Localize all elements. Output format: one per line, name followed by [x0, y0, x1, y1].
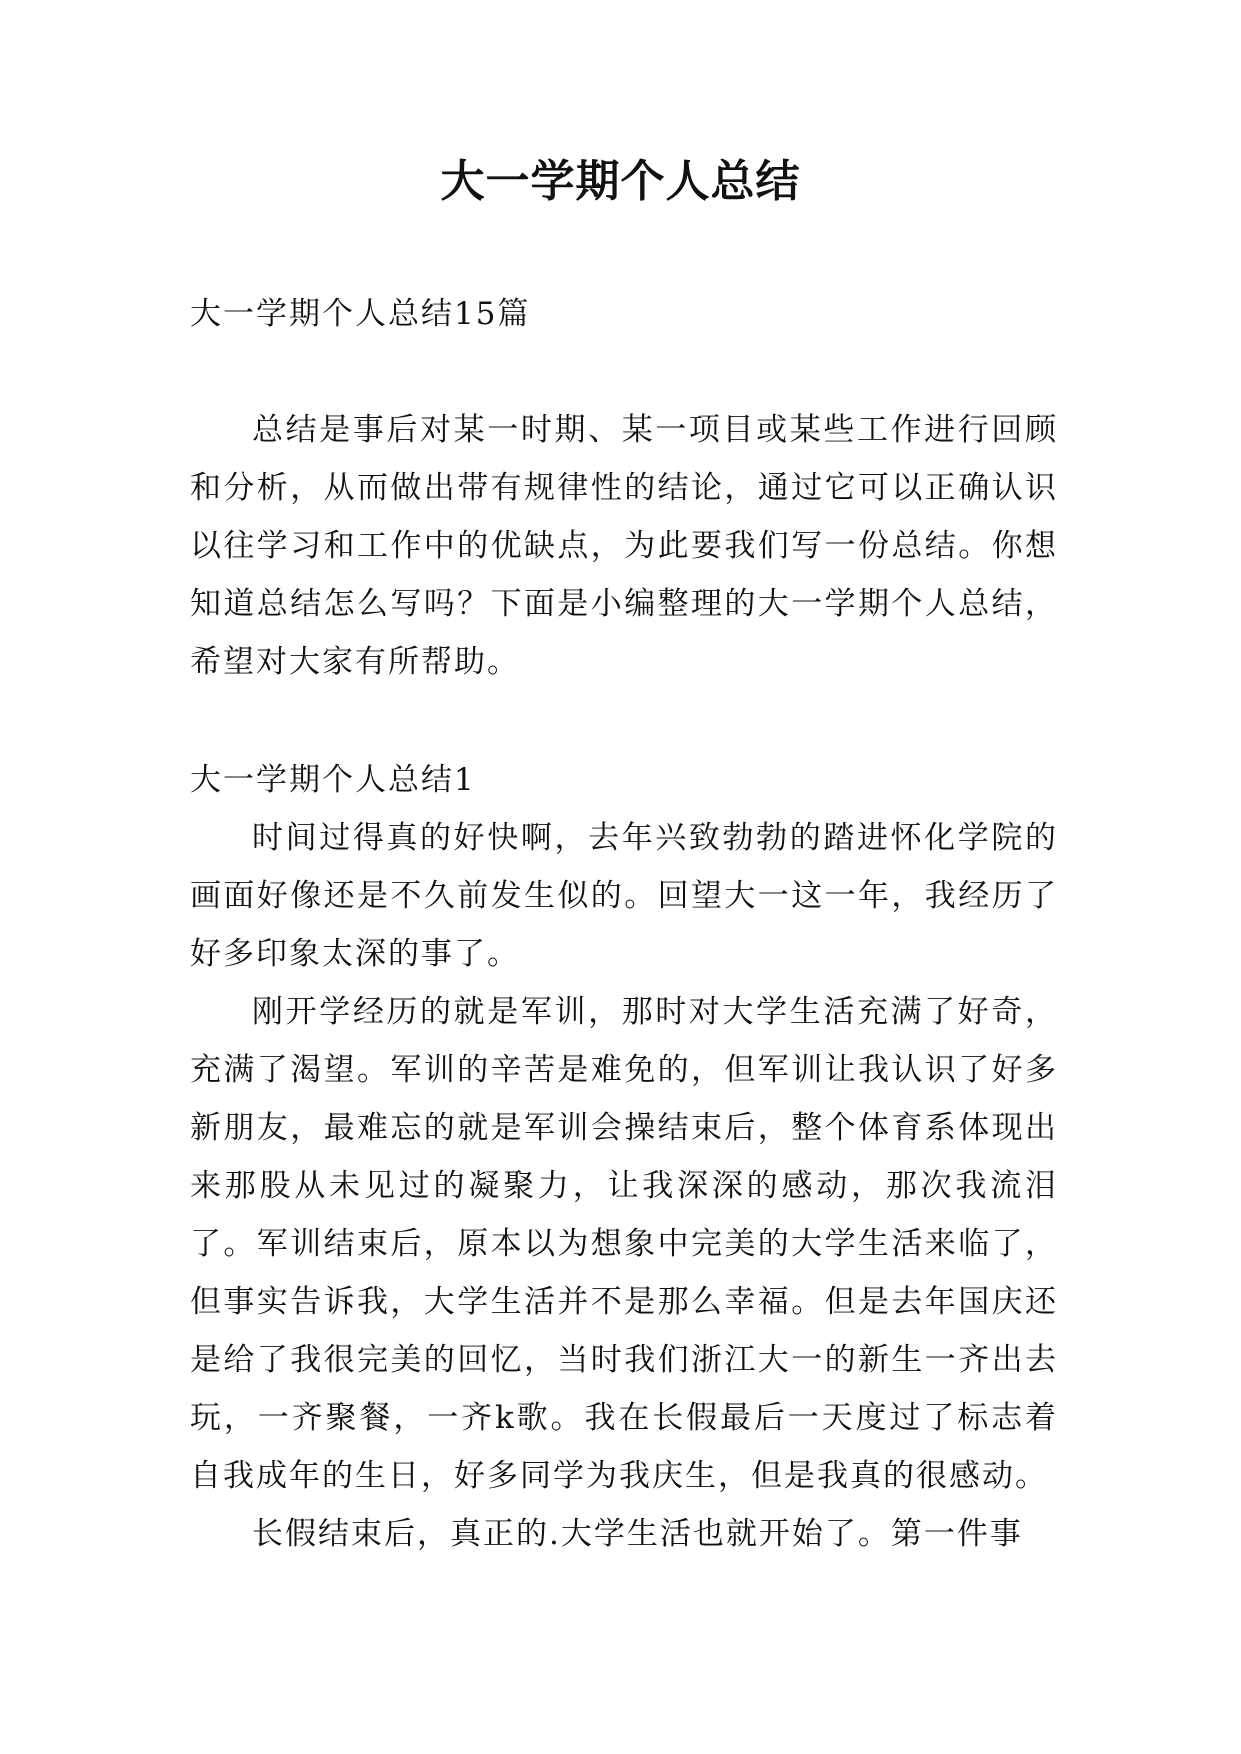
spacer	[190, 691, 1058, 751]
section-heading: 大一学期个人总结1	[190, 762, 476, 798]
body-paragraph: 时间过得真的好快啊，去年兴致勃勃的踏进怀化学院的画面好像还是不久前发生似的。回望大一这一年，我经历了好多印象太深的事了。	[190, 820, 1058, 972]
spacer	[190, 343, 1058, 401]
body-paragraph: 长假结束后，真正的.大学生活也就开始了。第一件事	[252, 1516, 1023, 1552]
document-body	[190, 285, 1058, 1563]
body-paragraph: 刚开学经历的就是军训，那时对大学生活充满了好奇，充满了渴望。军训的辛苦是难免的，但军训让我认识了好多新朋友，最难忘的就是军训会操结束后，整个体育系体现出来那股从未见过的凝聚力，让我深深的感动，那次我流泪了。军训结束后，原本以为想象中完美的大学生活来临了，但事实告诉我，大学生活并不是那么幸福。但是去年国庆还是给了我很完美的回忆，当时我们浙江大一的新生一齐出去玩，一齐聚餐，一齐k歌。我在长假最后一天度过了标志着自我成年的生日，好多同学为我庆生，但是我真的很感动。	[190, 994, 1058, 1494]
intro-paragraph: 总结是事后对某一时期、某一项目或某些工作进行回顾和分析，从而做出带有规律性的结论，通过它可以正确认识以往学习和工作中的优缺点，为此要我们写一份总结。你想知道总结怎么写吗？下面是小编整理的大一学期个人总结，希望对大家有所帮助。	[190, 412, 1058, 680]
document-title: 大一学期个人总结	[440, 156, 801, 207]
document-subtitle: 大一学期个人总结15篇	[190, 296, 531, 332]
